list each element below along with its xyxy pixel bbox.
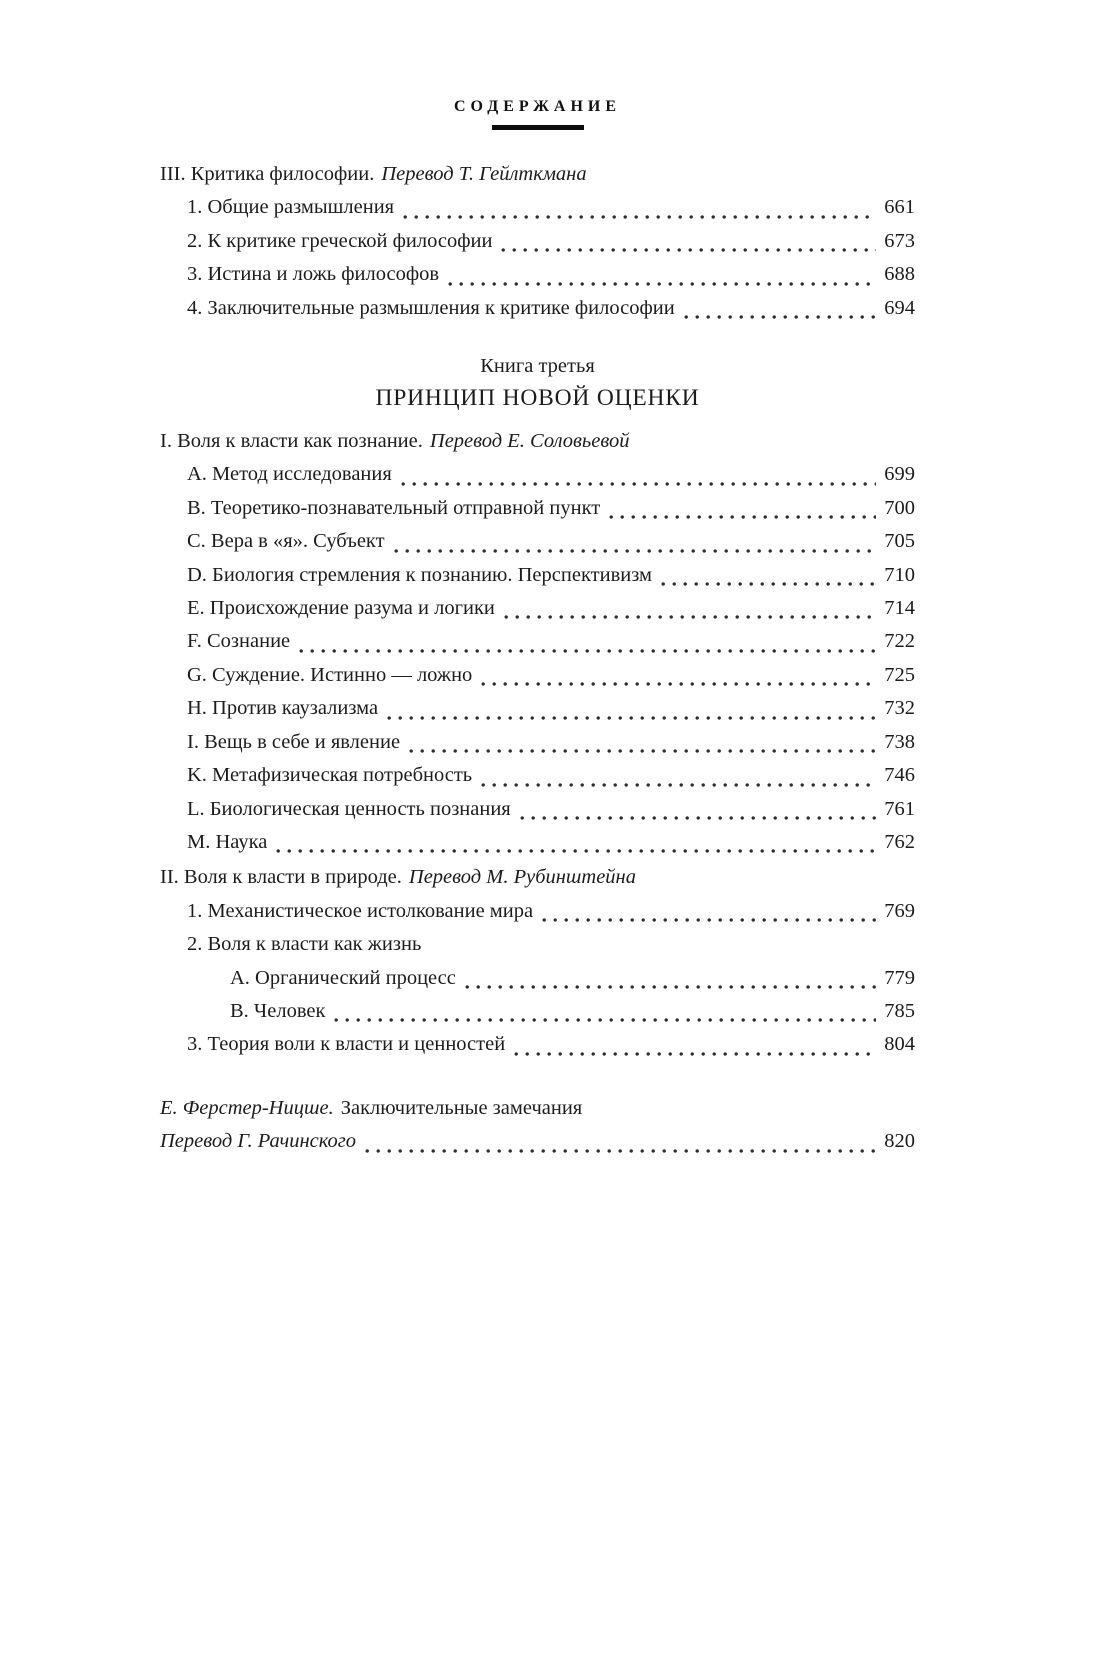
toc-entry (160, 492, 915, 525)
toc-entry (160, 191, 915, 224)
table-of-contents (160, 158, 915, 1159)
dot-leader (465, 984, 876, 990)
toc-entry-page: 710 (884, 563, 915, 586)
dot-leader (520, 815, 877, 821)
dot-leader (481, 681, 876, 687)
dot-leader (365, 1148, 876, 1154)
toc-entry (160, 625, 915, 658)
toc-entry (160, 525, 915, 558)
dot-leader (403, 214, 876, 220)
dot-leader (448, 281, 876, 287)
toc-entry-title: L. Биологическая ценность познания (187, 797, 511, 820)
toc-entry-title: 1. Механистическое истолкование мира (187, 899, 534, 922)
toc-entry-page: 732 (884, 697, 915, 720)
toc-entry-page: 769 (884, 899, 915, 922)
book-title: ПРИНЦИП НОВОЙ ОЦЕНКИ (375, 385, 700, 412)
toc-entry-page: 705 (884, 530, 915, 553)
toc-entry-title: 4. Заключительные размышления к критике философии (187, 296, 675, 319)
dot-leader (276, 848, 876, 854)
dot-leader (609, 514, 876, 520)
toc-entry (160, 1028, 915, 1061)
toc-entry (160, 692, 915, 725)
dot-leader (684, 314, 877, 320)
closing-title-line (160, 1092, 915, 1125)
section-label: II. Воля к власти в природе. (160, 866, 402, 889)
toc-entry (160, 726, 915, 759)
toc-entry-page: 746 (884, 764, 915, 787)
toc-entry-title: D. Биология стремления к познанию. Перспективизм (187, 563, 652, 586)
toc-entry-title: 2. К критике греческой философии (187, 229, 493, 252)
dot-leader (501, 247, 876, 253)
section-heading (160, 425, 915, 458)
toc-entry-page: 700 (884, 496, 915, 519)
toc-entry (160, 592, 915, 625)
toc-entry-page: 820 (884, 1130, 915, 1153)
toc-entry-title: F. Сознание (187, 630, 291, 653)
toc-entry-page: 762 (884, 830, 915, 853)
dot-leader (514, 1051, 876, 1057)
toc-entry (160, 559, 915, 592)
section-translator: Перевод Е. Соловьевой (429, 430, 630, 453)
toc-entry-page: 699 (884, 463, 915, 486)
toc-entry-title: K. Метафизическая потребность (187, 764, 473, 787)
toc-entry-page: 738 (884, 730, 915, 753)
dot-leader (394, 548, 877, 554)
toc-entry (160, 458, 915, 491)
dot-leader (481, 782, 876, 788)
dot-leader (504, 614, 876, 620)
dot-leader (299, 648, 876, 654)
toc-entry-title: A. Метод исследования (187, 463, 392, 486)
toc-entry-title: 3. Истина и ложь философов (187, 263, 440, 286)
toc-entry-title: 3. Теория воли к власти и ценностей (187, 1033, 506, 1056)
section-label: III. Критика философии. (160, 163, 375, 185)
closing-translator-line (160, 1125, 915, 1158)
toc-entry (160, 258, 915, 291)
closing-block (160, 1092, 915, 1159)
toc-entry-title: M. Наука (187, 830, 268, 853)
section-heading (160, 861, 915, 894)
toc-entry (160, 995, 915, 1028)
section-translator: Перевод Т. Гейлткмана (381, 163, 587, 185)
toc-entry (160, 659, 915, 692)
toc-entry-title: 1. Общие размышления (187, 196, 395, 219)
toc-entry-page: 714 (884, 597, 915, 620)
toc-entry (160, 962, 915, 995)
toc-entry (160, 826, 915, 859)
toc-entry-page: 804 (884, 1033, 915, 1056)
toc-entry-page: 673 (884, 229, 915, 252)
toc-entry-title: I. Вещь в себе и явление (187, 730, 401, 753)
toc-entry (160, 928, 915, 961)
toc-entry-page: 688 (884, 263, 915, 286)
toc-entry-title: H. Против каузализма (187, 697, 379, 720)
toc-entry (160, 225, 915, 258)
toc-entry-title: B. Человек (230, 999, 326, 1022)
section-label: I. Воля к власти как познание. (160, 430, 423, 453)
dot-leader (409, 748, 876, 754)
toc-entry-page: 661 (884, 196, 915, 219)
toc-entry-page: 761 (884, 797, 915, 820)
toc-entry (160, 292, 915, 325)
toc-entry-page: 725 (884, 663, 915, 686)
header-rule (492, 125, 584, 130)
toc-entry-title: C. Вера в «я». Субъект (187, 530, 385, 553)
section-heading (160, 158, 915, 191)
toc-entry-page: 785 (884, 999, 915, 1022)
toc-entry-title: E. Происхождение разума и логики (187, 597, 495, 620)
book-heading (160, 351, 915, 415)
closing-translator: Перевод Г. Рачинского (160, 1130, 357, 1153)
toc-entry (160, 793, 915, 826)
section-translator: Перевод М. Рубинштейна (408, 866, 636, 889)
toc-entry-title: B. Теоретико-познавательный отправной пункт (187, 496, 601, 519)
toc-entry-title: G. Суждение. Истинно — ложно (187, 663, 473, 686)
closing-title: Заключительные замечания (340, 1096, 583, 1119)
toc-entry-page: 779 (884, 966, 915, 989)
toc-entry (160, 895, 915, 928)
dot-leader (542, 917, 876, 923)
dot-leader (387, 715, 876, 721)
page-title: СОДЕРЖАНИЕ (453, 98, 622, 115)
dot-leader (401, 481, 876, 487)
book-kicker: Книга третья (480, 355, 595, 378)
closing-author: Е. Ферстер-Ницше. (160, 1096, 334, 1119)
toc-entry-title: 2. Воля к власти как жизнь (187, 933, 422, 956)
toc-entry-page: 722 (884, 630, 915, 653)
toc-entry-page: 694 (884, 296, 915, 319)
toc-entry (160, 759, 915, 792)
dot-leader (334, 1017, 876, 1023)
toc-entry-title: A. Органический процесс (230, 966, 456, 989)
dot-leader (661, 581, 876, 587)
